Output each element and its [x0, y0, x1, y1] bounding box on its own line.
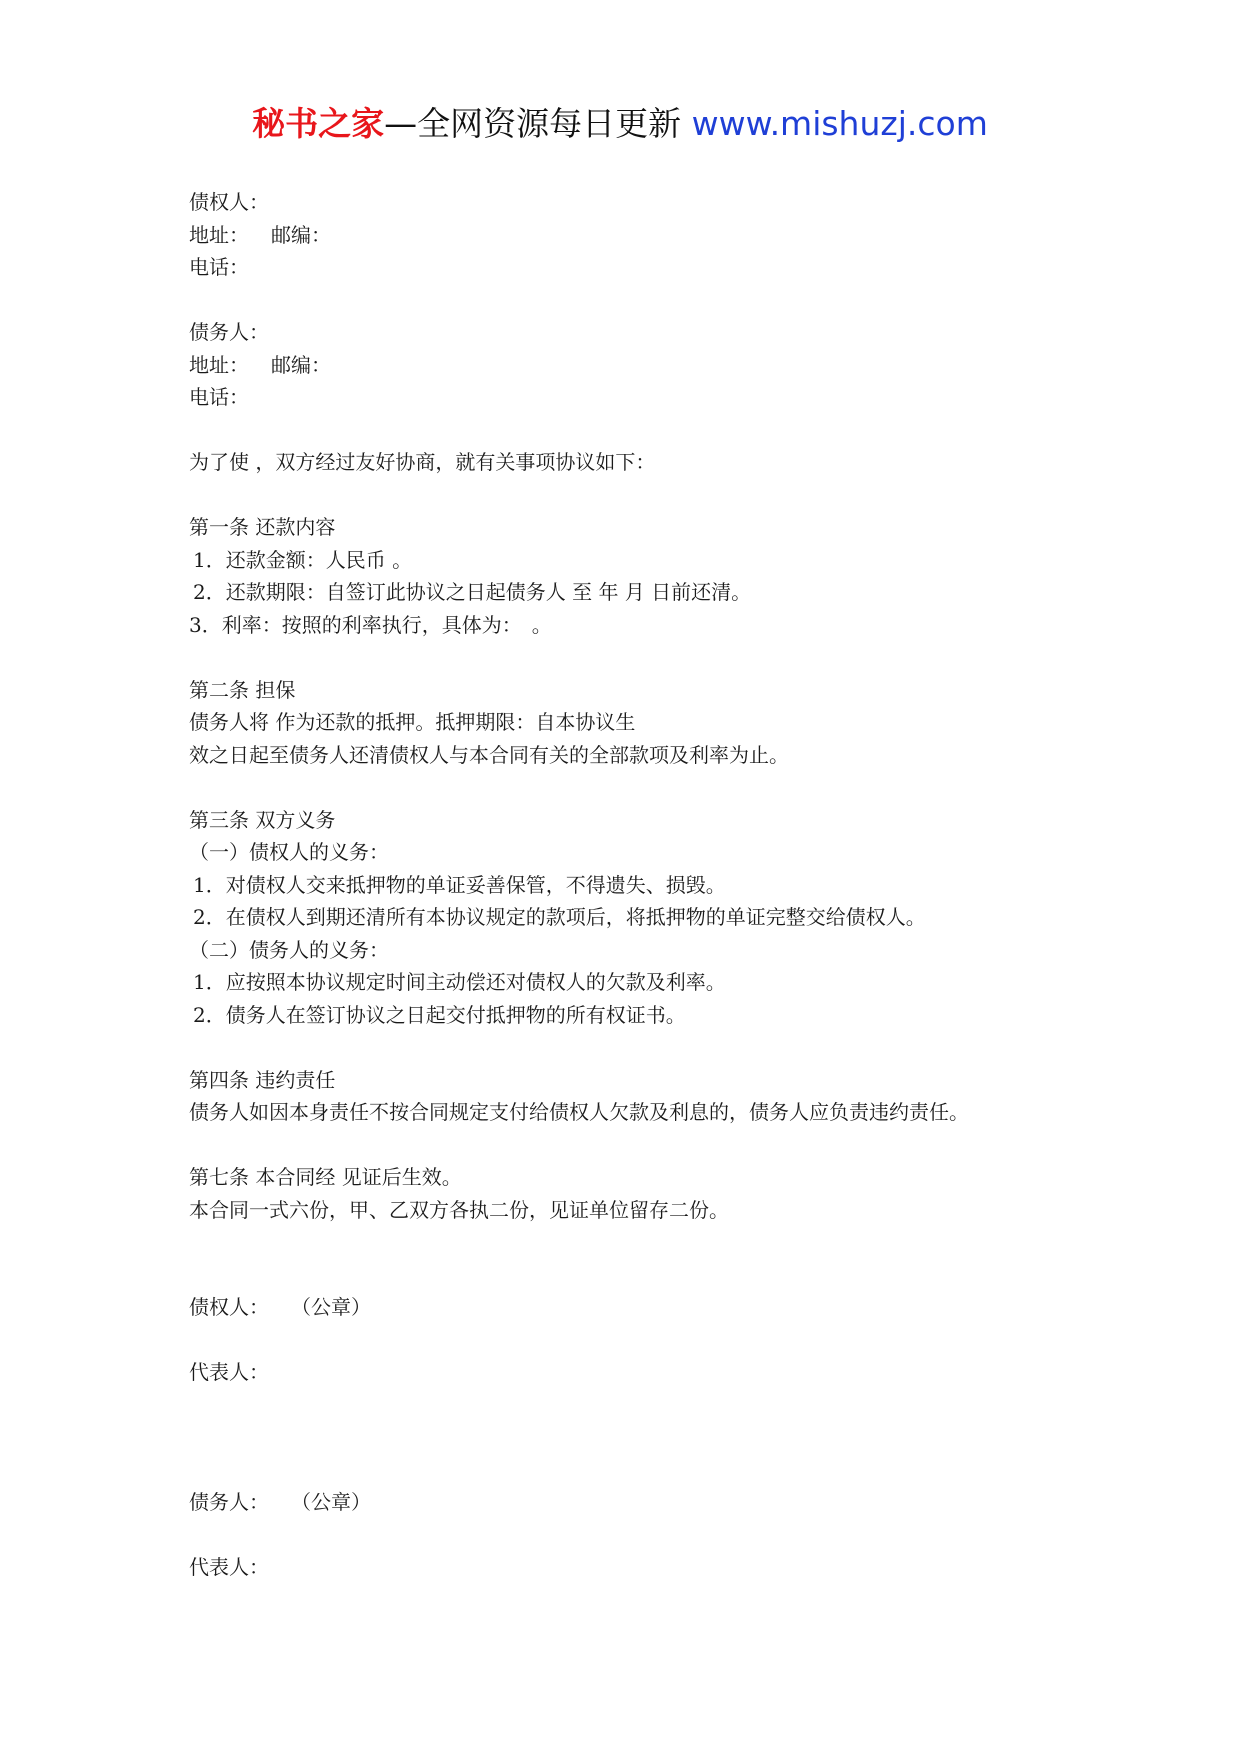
creditor-address-label: 地址：: [189, 222, 249, 247]
debtor-duties-heading: （二）债务人的义务：: [189, 937, 389, 962]
article-1-item: 3．利率：按照的利率执行，具体为： 。: [189, 612, 552, 637]
article-4-text: 债务人如因本身责任不按合同规定支付给债权人欠款及利息的，债务人应负责违约责任。: [189, 1100, 969, 1124]
debtor-duty-item: 1．应按照本协议规定时间主动偿还对债权人的欠款及利率。: [193, 970, 726, 994]
debtor-representative-label: 代表人：: [189, 1555, 269, 1579]
debtor-address-line: [189, 349, 1069, 382]
creditor-address-line: [189, 219, 1069, 252]
debtor-signature-label: 债务人：: [189, 1490, 269, 1514]
contract-body: [189, 186, 1069, 1584]
creditor-postcode-label: 邮编：: [271, 222, 331, 247]
creditor-phone-line: 电话：: [189, 255, 249, 279]
article-3-title: 第三条 双方义务: [189, 807, 336, 832]
article-1-title: 第一条 还款内容: [189, 515, 336, 539]
article-1-item: 1．还款金额：人民币 。: [193, 547, 413, 572]
creditor-representative-label: 代表人：: [189, 1360, 269, 1384]
article-2-text: 债务人将 作为还款的抵押。抵押期限：自本协议生: [189, 710, 636, 734]
header-url-link[interactable]: www.mishuzj.com: [691, 104, 988, 143]
debtor-name-line: 债务人：: [189, 320, 269, 344]
creditor-name-line: 债权人：: [189, 190, 269, 214]
article-1-item: 2．还款期限：自签订此协议之日起债务人 至 年 月 日前还清。: [193, 580, 752, 604]
article-7-text: 本合同一式六份，甲、乙双方各执二份，见证单位留存二份。: [189, 1197, 729, 1222]
debtor-address-label: 地址：: [189, 352, 249, 377]
header-slogan: —全网资源每日更新: [384, 104, 682, 143]
article-4-title: 第四条 违约责任: [189, 1067, 336, 1092]
document-header: [0, 100, 1240, 148]
creditor-signature-line: [189, 1291, 1069, 1324]
creditor-duty-item: 2．在债权人到期还清所有本协议规定的款项后，将抵押物的单证完整交给债权人。: [193, 905, 926, 929]
creditor-duties-heading: （一）债权人的义务：: [189, 840, 389, 864]
article-2-title: 第二条 担保: [189, 677, 296, 702]
creditor-signature-label: 债权人：: [189, 1295, 269, 1319]
article-2-text: 效之日起至债务人还清债权人与本合同有关的全部款项及利率为止。: [189, 742, 789, 767]
debtor-postcode-label: 邮编：: [271, 352, 331, 377]
creditor-seal-label: （公章）: [291, 1295, 371, 1319]
debtor-duty-item: 2．债务人在签订协议之日起交付抵押物的所有权证书。: [193, 1002, 686, 1027]
debtor-signature-line: [189, 1486, 1069, 1519]
brand-name: 秘书之家: [252, 104, 385, 143]
article-7-title: 第七条 本合同经 见证后生效。: [189, 1165, 462, 1189]
debtor-phone-line: 电话：: [189, 385, 249, 409]
debtor-seal-label: （公章）: [291, 1490, 371, 1514]
intro-paragraph: 为了使 ，双方经过友好协商，就有关事项协议如下：: [189, 450, 656, 474]
creditor-duty-item: 1．对债权人交来抵押物的单证妥善保管，不得遗失、损毁。: [193, 872, 726, 897]
